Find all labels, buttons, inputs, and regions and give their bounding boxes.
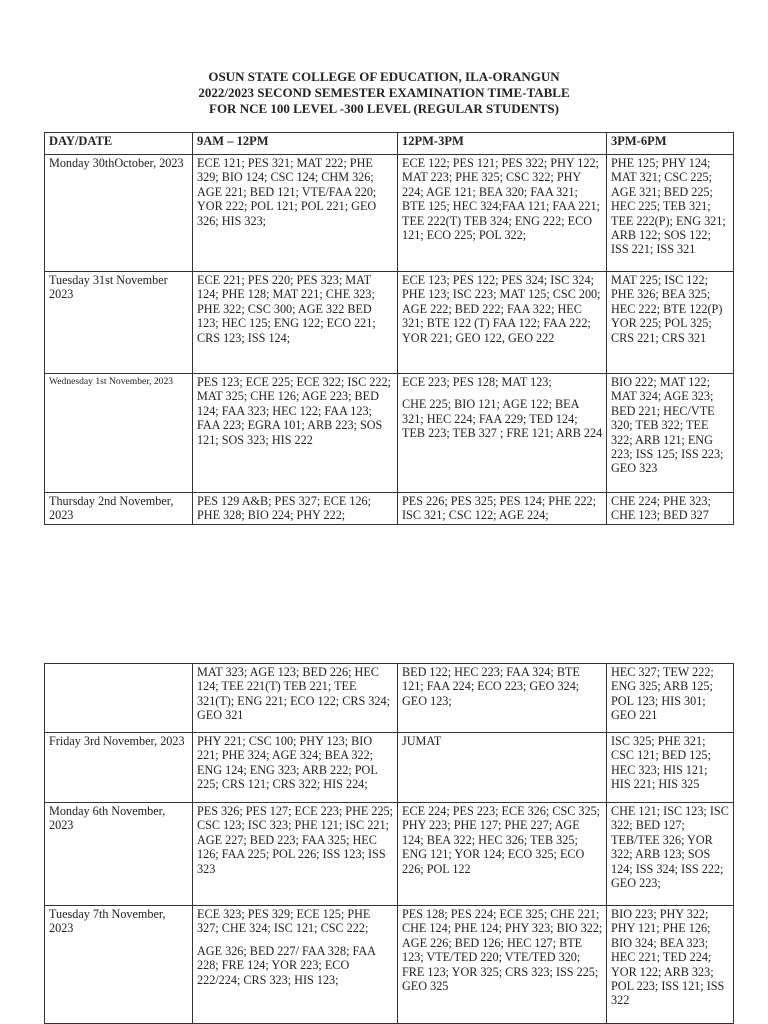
afternoon-cell: BIO 223; PHY 322; PHY 121; PHE 126; BIO 324; BEA 323; HEC 221; TED 224; YOR 122; ARB 323; POL 223; ISS 121; ISS 322 — [607, 906, 734, 1024]
afternoon-cell: BIO 222; MAT 122; MAT 324; AGE 323; BED 221; HEC/VTE 320; TEB 322; TEE 322; ARB 121; ENG 223; ISS 125; ISS 223; GEO 323 — [607, 374, 734, 493]
day-date-cell: Thursday 2nd November, 2023 — [45, 493, 193, 525]
midday-cell: PES 226; PES 325; PES 124; PHE 222; ISC 321; CSC 122; AGE 224; — [398, 493, 607, 525]
document-heading — [0, 69, 768, 117]
day-date-cell: Tuesday 31st November 2023 — [45, 272, 193, 374]
midday-cell: JUMAT — [398, 733, 607, 803]
afternoon-cell: ISC 325; PHE 321; CSC 121; BED 125; HEC 323; HIS 121; HIS 221; HIS 325 — [607, 733, 734, 803]
morning-cell: PES 129 A&B; PES 327; ECE 126; PHE 328; BIO 224; PHY 222; — [193, 493, 398, 525]
midday-cell-part-2: CHE 225; BIO 121; AGE 122; BEA 321; HEC 224; FAA 229; TED 124; TEB 223; TEB 327 ; FRE 121; ARB 224 — [402, 397, 603, 441]
college-name: OSUN STATE COLLEGE OF EDUCATION, ILA-ORANGUN — [208, 69, 560, 84]
morning-cell: MAT 323; AGE 123; BED 226; HEC 124; TEE 221(T) TEB 221; TEE 321(T); ENG 221; ECO 122; CRS 324; GEO 321 — [193, 664, 398, 733]
table-row — [45, 493, 734, 525]
midday-cell: ECE 123; PES 122; PES 324; ISC 324; PHE 123; ISC 223; MAT 125; CSC 200; AGE 222; BED 222; FAA 322; HEC 321; BTE 122 (T) FAA 122; FAA 222; YOR 221; GEO 122, GEO 222 — [398, 272, 607, 374]
column-header-day: DAY/DATE — [45, 133, 193, 155]
midday-cell: ECE 122; PES 121; PES 322; PHY 122; MAT 223; PHE 325; CSC 322; PHY 224; AGE 121; BEA 320; FAA 321; BTE 125; HEC 324;FAA 121; FAA 221; TEE 222(T) TEB 324; ENG 222; ECO 121; ECO 225; POL 322; — [398, 155, 607, 272]
morning-cell-part-2: AGE 326; BED 227/ FAA 328; FAA 228; FRE 124; YOR 223; ECO 222/224; CRS 323; HIS 123; — [197, 943, 376, 987]
morning-cell: ECE 221; PES 220; PES 323; MAT 124; PHE 128; MAT 221; CHE 323; PHE 322; CSC 300; AGE 322 BED 123; HEC 125; ENG 122; ECO 221; CRS 123; ISS 124; — [193, 272, 398, 374]
midday-cell-part-1: ECE 223; PES 128; MAT 123; — [402, 375, 552, 389]
day-date-cell: Tuesday 7th November, 2023 — [45, 906, 193, 1024]
morning-cell: PHY 221; CSC 100; PHY 123; BIO 221; PHE 324; AGE 324; BEA 322; ENG 124; ENG 323; ARB 222; POL 225; CRS 121; CRS 322; HIS 224; — [193, 733, 398, 803]
morning-cell: PES 326; PES 127; ECE 223; PHE 225; CSC 123; ISC 323; PHE 121; ISC 221; AGE 227; BED 223; FAA 325; HEC 126; FAA 225; POL 226; ISS 123; ISS 323 — [193, 803, 398, 906]
timetable-page-1 — [44, 132, 734, 525]
afternoon-cell: PHE 125; PHY 124; MAT 321; CSC 225; AGE 321; BED 225; HEC 225; TEB 321; TEE 222(P); ENG 321; ARB 122; SOS 122; ISS 221; ISS 321 — [607, 155, 734, 272]
table-row — [45, 664, 734, 733]
timetable-title: 2022/2023 SECOND SEMESTER EXAMINATION TIME-TABLE — [198, 85, 570, 100]
afternoon-cell: CHE 121; ISC 123; ISC 322; BED 127; TEB/TEE 326; YOR 322; ARB 123; SOS 124; ISS 324; ISS 222; GEO 223; — [607, 803, 734, 906]
table-row — [45, 803, 734, 906]
morning-cell: ECE 121; PES 321; MAT 222; PHE 329; BIO 124; CSC 124; CHM 326; AGE 221; BED 121; VTE/FAA 220; YOR 222; POL 121; POL 221; GEO 326; HIS 323; — [193, 155, 398, 272]
table-row — [45, 733, 734, 803]
table-row — [45, 155, 734, 272]
day-date-cell — [45, 664, 193, 733]
afternoon-cell: HEC 327; TEW 222; ENG 325; ARB 125; POL 123; HIS 301; GEO 221 — [607, 664, 734, 733]
morning-cell: PES 123; ECE 225; ECE 322; ISC 222; MAT 325; CHE 126; AGE 223; BED 124; FAA 323; HEC 122; FAA 123; FAA 223; EGRA 101; ARB 223; SOS 121; SOS 323; HIS 222 — [193, 374, 398, 493]
midday-cell: BED 122; HEC 223; FAA 324; BTE 121; FAA 224; ECO 223; GEO 324; GEO 123; — [398, 664, 607, 733]
day-date-cell: Wednesday 1st November, 2023 — [45, 374, 193, 493]
table-row — [45, 272, 734, 374]
timetable-page-2 — [44, 663, 734, 1024]
day-date-cell: Friday 3rd November, 2023 — [45, 733, 193, 803]
morning-cell — [193, 906, 398, 1024]
table-header-row — [45, 133, 734, 155]
column-header-afternoon: 3PM-6PM — [607, 133, 734, 155]
day-date-cell: Monday 30thOctober, 2023 — [45, 155, 193, 272]
column-header-morning: 9AM – 12PM — [193, 133, 398, 155]
midday-cell — [398, 374, 607, 493]
afternoon-cell: MAT 225; ISC 122; PHE 326; BEA 325; HEC 222; BTE 122(P) YOR 225; POL 325; CRS 221; CRS 321 — [607, 272, 734, 374]
table-row — [45, 906, 734, 1024]
table-row — [45, 374, 734, 493]
afternoon-cell: CHE 224; PHE 323; CHE 123; BED 327 — [607, 493, 734, 525]
column-header-midday: 12PM-3PM — [398, 133, 607, 155]
timetable-subtitle: FOR NCE 100 LEVEL -300 LEVEL (REGULAR STUDENTS) — [209, 101, 559, 116]
morning-cell-part-1: ECE 323; PES 329; ECE 125; PHE 327; CHE 324; ISC 121; CSC 222; — [197, 907, 371, 936]
midday-cell: PES 128; PES 224; ECE 325; CHE 221; CHE 124; PHE 124; PHY 323; BIO 322; AGE 226; BED 126; HEC 127; BTE 123; VTE/TED 220; VTE/TED 320; FRE 123; YOR 325; CRS 323; ISS 225; GEO 325 — [398, 906, 607, 1024]
midday-cell: ECE 224; PES 223; ECE 326; CSC 325; PHY 223; PHE 127; PHE 227; AGE 124; BEA 322; HEC 326; TEB 325; ENG 121; YOR 124; ECO 325; ECO 226; POL 122 — [398, 803, 607, 906]
day-date-cell: Monday 6th November, 2023 — [45, 803, 193, 906]
